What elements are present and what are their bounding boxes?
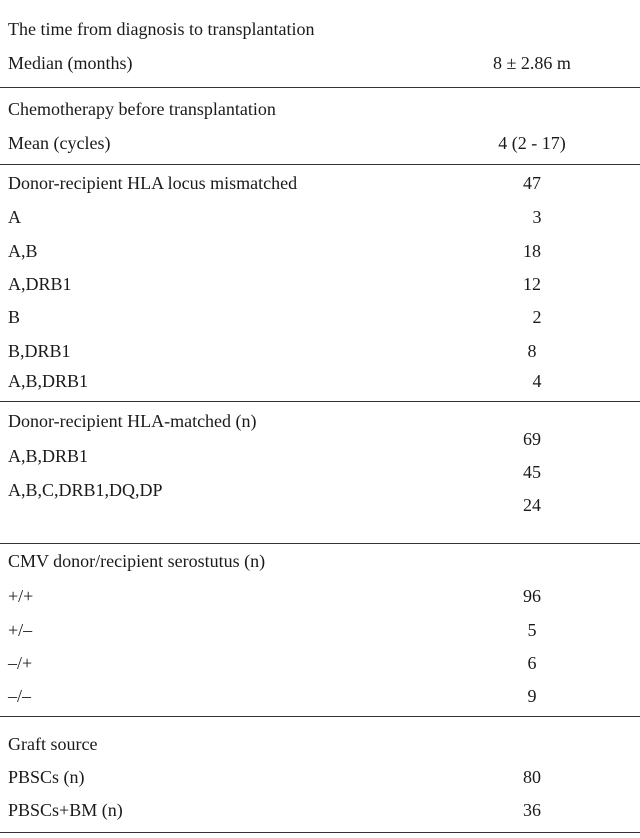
row-label: –/+ <box>8 653 33 673</box>
divider <box>0 543 640 544</box>
table-row <box>0 767 640 787</box>
row-value: 4 <box>532 371 542 391</box>
row-value: 12 <box>523 274 541 294</box>
row-label: A <box>8 207 21 227</box>
row-value: 5 <box>527 620 537 640</box>
row-value: 36 <box>523 800 541 820</box>
divider <box>0 87 640 88</box>
row-value: 45 <box>523 462 541 482</box>
row-value: 80 <box>523 767 541 787</box>
row-label: CMV donor/recipient serostutus (n) <box>8 551 266 571</box>
divider <box>0 832 640 833</box>
table-row <box>0 99 640 119</box>
table-row <box>0 274 640 294</box>
table-row <box>0 371 640 391</box>
row-label: Donor-recipient HLA-matched (n) <box>8 411 257 431</box>
row-label: Median (months) <box>8 53 133 73</box>
row-label: +/– <box>8 620 33 640</box>
row-value: 2 <box>532 307 542 327</box>
row-label: A,DRB1 <box>8 274 72 294</box>
table-row <box>0 495 640 515</box>
row-value: 4 (2 - 17) <box>498 133 566 153</box>
divider <box>0 401 640 402</box>
divider <box>0 164 640 165</box>
row-label: PBSCs+BM (n) <box>8 800 123 820</box>
table-row <box>0 173 640 193</box>
row-value: 8 <box>527 341 537 361</box>
table-row <box>0 411 640 431</box>
row-label: –/– <box>8 686 32 706</box>
row-value: 9 <box>527 686 537 706</box>
row-value: 18 <box>523 241 541 261</box>
table-row <box>0 586 640 606</box>
row-value: 24 <box>523 495 541 515</box>
row-label: A,B <box>8 241 38 261</box>
row-label: A,B,DRB1 <box>8 371 89 391</box>
row-value: 8 ± 2.86 m <box>493 53 571 73</box>
table-row <box>0 462 640 482</box>
table-row <box>0 53 640 73</box>
row-value: 96 <box>523 586 541 606</box>
row-label: A,B,C,DRB1,DQ,DP <box>8 480 163 500</box>
table-row <box>0 19 640 39</box>
table-row <box>0 686 640 706</box>
table-row <box>0 653 640 673</box>
row-label: The time from diagnosis to transplantation <box>8 19 315 39</box>
divider <box>0 716 640 717</box>
table-row <box>0 341 640 361</box>
row-label: A,B,DRB1 <box>8 446 89 466</box>
row-label: PBSCs (n) <box>8 767 85 787</box>
row-label: +/+ <box>8 586 34 606</box>
row-label: B <box>8 307 21 327</box>
table-row <box>0 207 640 227</box>
table-row <box>0 734 640 754</box>
row-label: Donor-recipient HLA locus mismatched <box>8 173 298 193</box>
table-row <box>0 620 640 640</box>
row-value: 6 <box>527 653 537 673</box>
row-value: 69 <box>523 429 541 449</box>
row-label: Chemotherapy before transplantation <box>8 99 276 119</box>
table-row <box>0 133 640 153</box>
row-value: 47 <box>523 173 541 193</box>
row-label: Graft source <box>8 734 98 754</box>
row-label: Mean (cycles) <box>8 133 111 153</box>
table-row <box>0 800 640 820</box>
table-row <box>0 307 640 327</box>
table-row <box>0 241 640 261</box>
row-value: 3 <box>532 207 542 227</box>
row-label: B,DRB1 <box>8 341 71 361</box>
table-row <box>0 551 640 571</box>
